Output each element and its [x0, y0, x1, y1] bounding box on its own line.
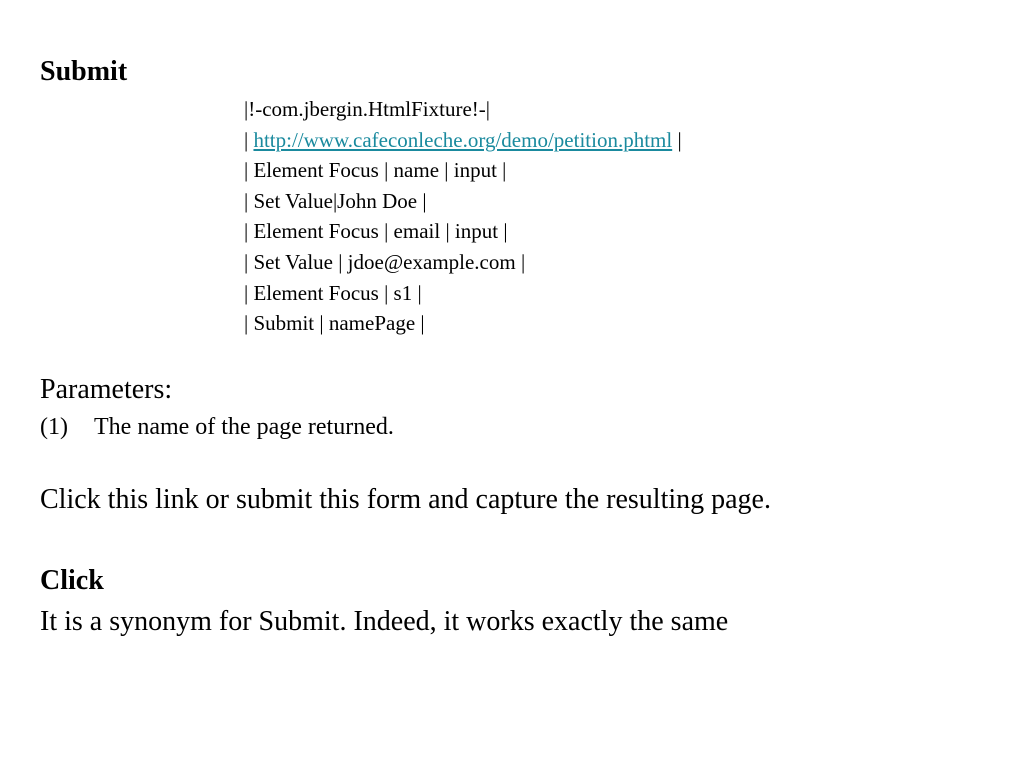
code-line-set-name: | Set Value|John Doe | — [244, 188, 427, 213]
fixture-code-block — [244, 94, 682, 339]
code-line-focus-name: | Element Focus | name | input | — [244, 158, 507, 183]
code-line-focus-email: | Element Focus | email | input | — [244, 219, 508, 244]
capture-description: Click this link or submit this form and capture the resulting page. — [40, 484, 771, 515]
parameters-label: Parameters: — [40, 374, 173, 405]
code-line-url-suffix: | — [672, 127, 682, 152]
parameter-item — [40, 412, 394, 442]
parameter-description: The name of the page returned. — [94, 414, 394, 440]
code-line-submit: | Submit | namePage | — [244, 311, 425, 336]
code-line-focus-s1: | Element Focus | s1 | — [244, 280, 422, 305]
click-heading: Click — [40, 565, 104, 596]
code-line-url — [244, 125, 682, 156]
code-line-url-prefix: | — [244, 127, 254, 152]
parameter-number: (1) — [40, 414, 68, 440]
petition-url-link[interactable]: http://www.cafeconleche.org/demo/petition.phtml — [253, 127, 673, 152]
code-line-fixture: |!-com.jbergin.HtmlFixture!-| — [244, 97, 490, 121]
code-line-set-email: | Set Value | jdoe@example.com | — [244, 249, 526, 274]
submit-heading: Submit — [40, 56, 128, 87]
click-description: It is a synonym for Submit. Indeed, it works exactly the same — [40, 606, 729, 637]
